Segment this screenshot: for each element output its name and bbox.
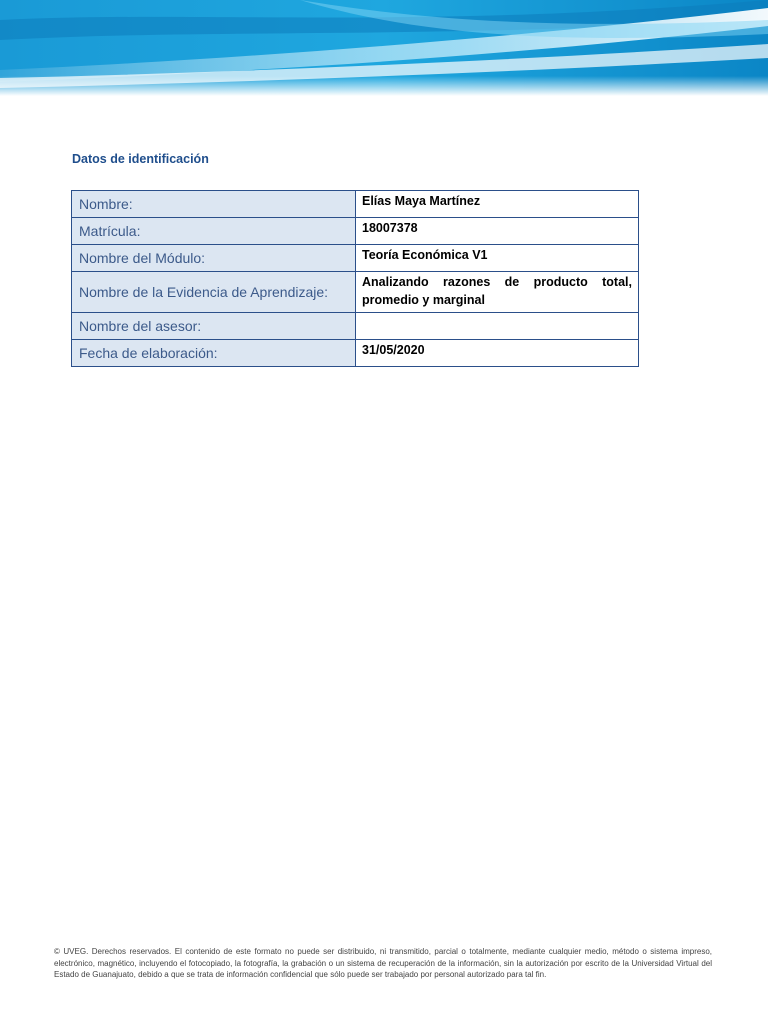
table-row [72, 313, 639, 340]
section-title: Datos de identificación [72, 152, 209, 166]
footer-text: UVEG. Derechos reservados. El contenido de este formato no puede ser distribuido, ni transmitido, parcial o totalmente, mediante cualquier medio, método o sistema impreso, electrónico, magnético, incluyendo el fotocopiado, la fotografía, la grabación o un sistema de recuperación de la información, sin la autorización por escrito de la Universidad Virtual del Estado de Guanajuato, debido a que se trata de información confidencial que sólo puede ser trabajado por personal autorizado para tal fin. [54, 947, 712, 979]
table-row [72, 191, 639, 218]
banner-graphic [0, 0, 768, 96]
copyright-icon: © [54, 947, 60, 956]
value-nombre: Elías Maya Martínez [356, 191, 639, 218]
table-row [72, 272, 639, 313]
table-row [72, 245, 639, 272]
value-modulo: Teoría Económica V1 [356, 245, 639, 272]
table-row [72, 218, 639, 245]
identification-table [71, 190, 639, 367]
label-fecha: Fecha de elaboración: [72, 340, 356, 367]
header-banner [0, 0, 768, 96]
label-evidencia: Nombre de la Evidencia de Aprendizaje: [72, 272, 356, 313]
value-evidencia: Analizando razones de producto total, promedio y marginal [356, 272, 639, 313]
value-asesor [356, 313, 639, 340]
label-nombre: Nombre: [72, 191, 356, 218]
label-modulo: Nombre del Módulo: [72, 245, 356, 272]
label-matricula: Matrícula: [72, 218, 356, 245]
footer-disclaimer [54, 946, 712, 981]
value-matricula: 18007378 [356, 218, 639, 245]
label-asesor: Nombre del asesor: [72, 313, 356, 340]
value-fecha: 31/05/2020 [356, 340, 639, 367]
table-row [72, 340, 639, 367]
